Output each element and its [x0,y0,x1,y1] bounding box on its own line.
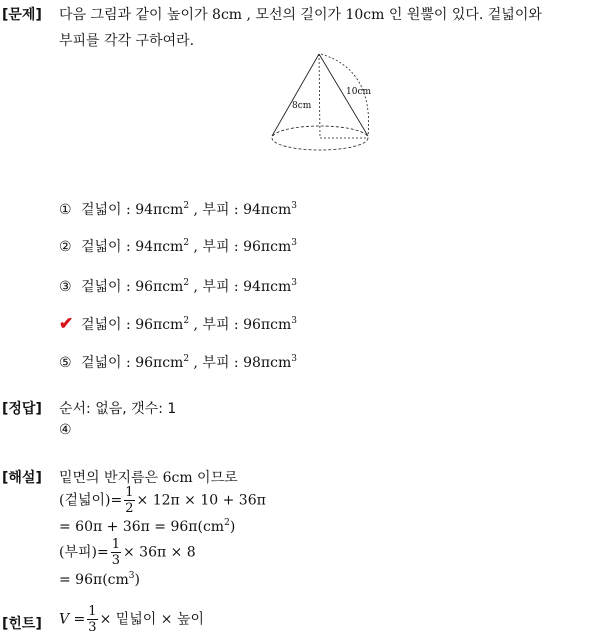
fraction: $\frac{1}{3}$ [111,537,120,568]
answer-line2: ④ [59,422,72,438]
option-marker: ① [59,202,72,218]
fraction: $\frac{1}{2}$ [125,485,134,516]
cone-left-edge [272,54,319,136]
option-5[interactable]: ⑤ 겉넓이 : 96πcm$^2$ , 부피 : 98πcm$^3$ [59,354,297,371]
option-3[interactable]: ③ 겉넓이 : 96πcm$^2$ , 부피 : 94πcm$^3$ [59,278,297,295]
fraction: $\frac{1}{3}$ [88,604,97,635]
problem-text-line1: 다음 그림과 같이 높이가 8cm , 모선의 길이가 10cm 인 원뿔이 있다. 겉넓이와 [59,7,542,23]
explanation-line5: = $96\pi(cm^3)$ [59,571,140,588]
explanation-line1: 밑면의 반지름은 6cm 이므로 [59,470,238,486]
option-2[interactable]: ② 겉넓이 : 94πcm$^2$ , 부피 : 96πcm$^3$ [59,238,297,255]
cone-figure [268,48,378,156]
cone-height-line [319,54,320,138]
height-label: 8cm [292,101,312,111]
explanation-line4: (부피)= $\frac{1}{3}$ × 36π × 8 [59,537,196,568]
problem-text-line2: 부피를 각각 구하여라. [59,33,195,49]
option-1[interactable]: ① 겉넓이 : 94πcm$^2$ , 부피 : 94πcm$^3$ [59,201,297,218]
problem-label: [문제] [2,7,42,23]
explanation-line2: (겉넓이)= $\frac{1}{2}$ × 12π × 10 + 36π [59,485,266,516]
hint-label: [힌트] [2,616,42,632]
option-marker: ② [59,239,72,255]
option-4-correct[interactable]: ✔ 겉넓이 : 96πcm$^2$ , 부피 : 96πcm$^3$ [59,314,297,334]
hint-formula: V = $\frac{1}{3}$ × 밑넓이 × 높이 [59,604,205,635]
explanation-label: [해설] [2,470,42,486]
option-marker: ③ [59,279,72,295]
slant-label: 10cm [346,87,372,97]
answer-line1: 순서: 없음, 갯수: 1 [59,401,177,417]
answer-label: [정답] [2,401,42,417]
explanation-line3: = $60\pi + 36\pi = 96\pi(cm^2)$ [59,518,236,535]
option-marker: ⑤ [59,355,72,371]
check-icon: ✔ [59,314,74,334]
